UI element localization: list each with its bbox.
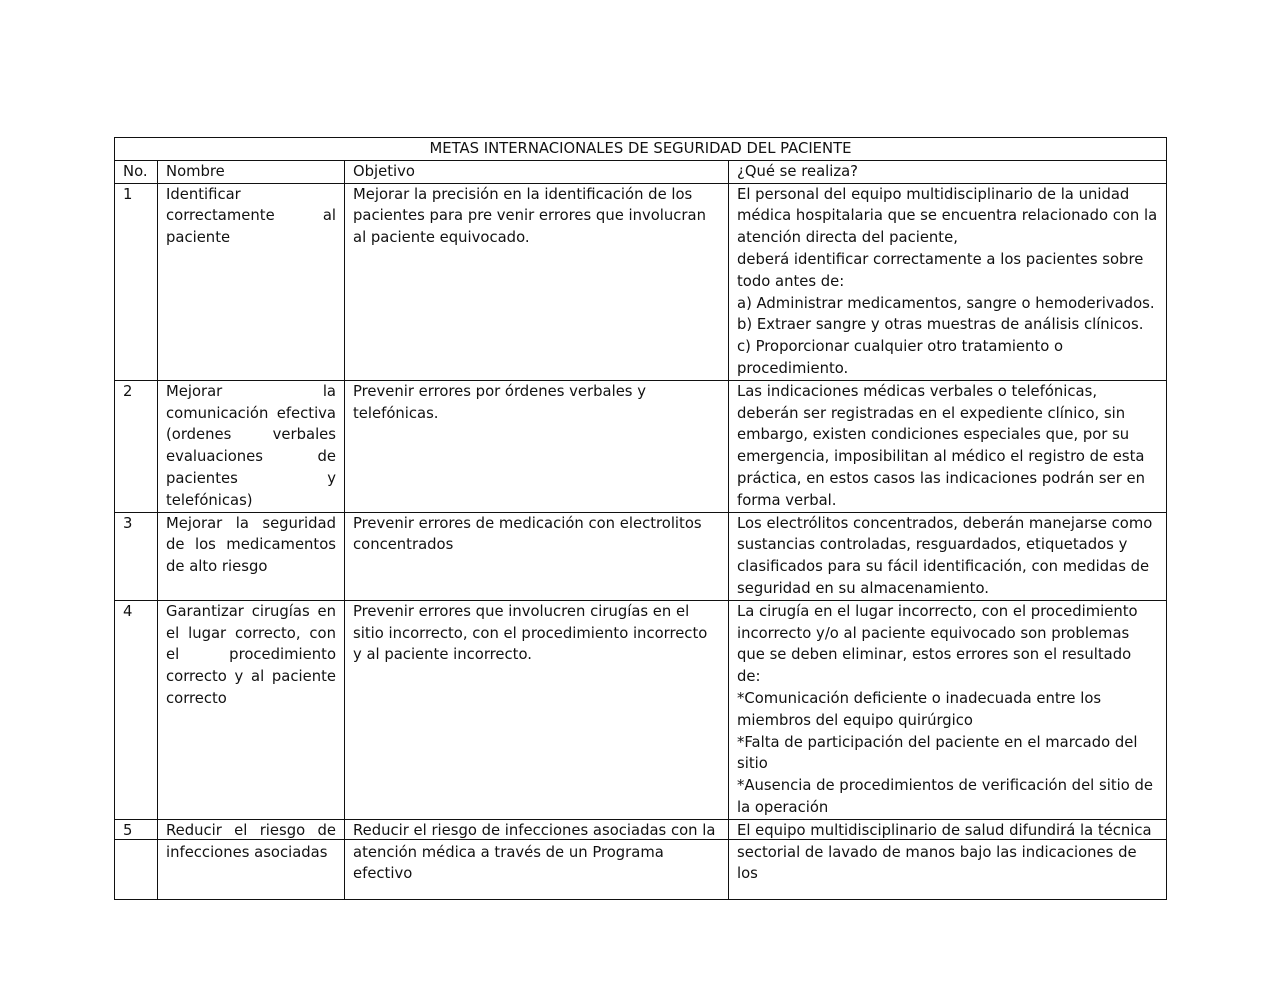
goal-objective: Prevenir errores que involucren cirugías en el sitio incorrecto, con el procedimiento incorrecto y al paciente incorrecto. (345, 600, 729, 819)
table-title: METAS INTERNACIONALES DE SEGURIDAD DEL PACIENTE (115, 138, 1167, 161)
goal-objective: Prevenir errores de medicación con electrolitos concentrados (345, 512, 729, 600)
row-number: 3 (115, 512, 158, 600)
header-nombre: Nombre (158, 160, 345, 183)
row-number: 1 (115, 183, 158, 380)
row-number: 5 (115, 819, 158, 899)
goal-action-line: *Ausencia de procedimientos de verificación del sitio de la operación (737, 777, 1153, 816)
table-title-row (115, 138, 1167, 161)
goal-actions (729, 183, 1167, 380)
table-row (115, 512, 1167, 600)
goal-name: Mejorar la seguridad de los medicamentos de alto riesgo (158, 512, 345, 600)
goal-objective: Reducir el riesgo de infecciones asociadas con la atención médica a través de un Programa efectivo (345, 819, 729, 899)
goal-name: Identificar correctamente al paciente (158, 183, 345, 380)
goal-name: Reducir el riesgo de infecciones asociadas (158, 819, 345, 899)
patient-safety-goals-table (114, 137, 1167, 900)
goal-name: Mejorar la comunicación efectiva (ordenes verbales evaluaciones de pacientes y telefónicas) (158, 380, 345, 512)
table-header-row (115, 160, 1167, 183)
patient-safety-table-wrapper (114, 137, 1166, 883)
table-row (115, 380, 1167, 512)
goal-action-line: b) Extraer sangre y otras muestras de análisis clínicos. (737, 316, 1144, 334)
goal-action-line: deberá identificar correctamente a los pacientes sobre todo antes de: (737, 250, 1144, 290)
goal-actions (729, 819, 1167, 899)
header-no: No. (115, 160, 158, 183)
goal-objective: Prevenir errores por órdenes verbales y telefónicas. (345, 380, 729, 512)
goal-action-line: La cirugía en el lugar incorrecto, con el procedimiento incorrecto y/o al paciente equivocado son problemas que se deben eliminar, estos errores son el resultado de: (737, 602, 1138, 686)
goal-actions (729, 600, 1167, 819)
goal-action-line: El equipo multidisciplinario de salud difundirá la técnica sectorial de lavado de manos bajo las indicaciones de los (737, 821, 1152, 883)
table-row (115, 183, 1167, 380)
header-que-se-realiza: ¿Qué se realiza? (729, 160, 1167, 183)
goal-action-line: El personal del equipo multidisciplinario de la unidad médica hospitalaria que se encuentra relacionado con la atención directa del paciente, (737, 185, 1158, 247)
goal-objective: Mejorar la precisión en la identificación de los pacientes para pre venir errores que involucran al paciente equivocado. (345, 183, 729, 380)
goal-action-line: Las indicaciones médicas verbales o telefónicas, deberán ser registradas en el expediente clínico, sin embargo, existen condiciones especiales que, por su emergencia, imposibilitan al médico el registro de esta práctica, en estos casos las indicaciones podrán ser en forma verbal. (737, 382, 1145, 509)
goal-name: Garantizar cirugías en el lugar correcto, con el procedimiento correcto y al paciente correcto (158, 600, 345, 819)
row-number: 2 (115, 380, 158, 512)
goal-action-line: c) Proporcionar cualquier otro tratamiento o procedimiento. (737, 338, 1064, 377)
goal-action-line: a) Administrar medicamentos, sangre o hemoderivados. (737, 294, 1155, 312)
table-row (115, 600, 1167, 819)
table-row (115, 819, 1167, 899)
header-objetivo: Objetivo (345, 160, 729, 183)
goal-action-line: *Comunicación deficiente o inadecuada entre los miembros del equipo quirúrgico (737, 689, 1102, 729)
goal-actions (729, 512, 1167, 600)
goal-action-line: Los electrólitos concentrados, deberán manejarse como sustancias controladas, resguardados, etiquetados y clasificados para su fácil identificación, con medidas de seguridad en su almacenamiento. (737, 514, 1153, 597)
goal-action-line: *Falta de participación del paciente en el marcado del sitio (737, 733, 1138, 773)
goal-actions (729, 380, 1167, 512)
row-number: 4 (115, 600, 158, 819)
